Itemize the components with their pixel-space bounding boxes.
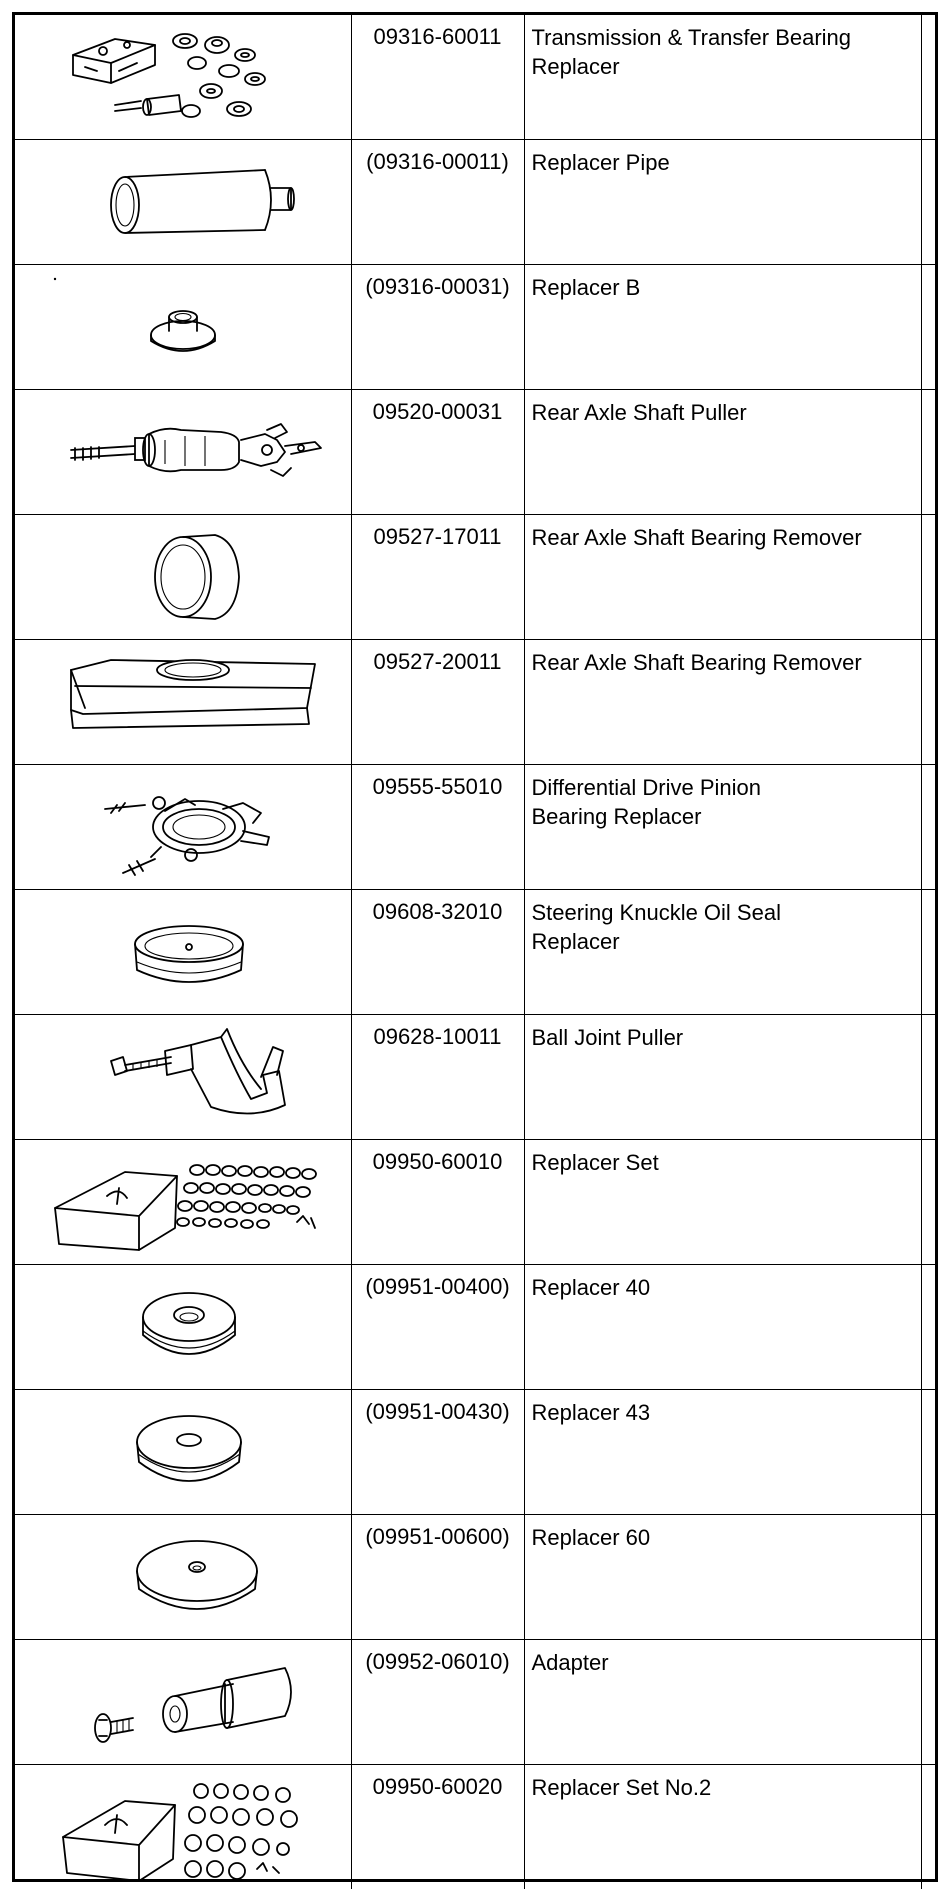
special-tools-table [15,15,935,1889]
part-number: 09316-60011 [373,24,502,49]
tool-name: Replacer Set No.2 [531,1775,712,1801]
part-number: 09527-17011 [373,524,502,550]
tool-illustration-cell [15,1515,351,1640]
bearing-remover-cylinder-icon [15,515,351,639]
tool-illustration-cell [15,1765,351,1890]
tool-illustration-cell [15,640,351,765]
tool-name-cell [524,890,921,1015]
tool-name: Replacer Set [531,1150,659,1176]
ball-joint-puller-icon [15,1015,351,1139]
part-number-cell [351,640,524,765]
part-number: (09316-00031) [365,274,510,300]
tool-illustration-cell [15,1390,351,1515]
tool-illustration-cell [15,1140,351,1265]
extra-column-cell [921,1265,935,1390]
extra-column-cell [921,15,935,140]
tool-name-cell [524,15,921,140]
extra-column-cell [921,1765,935,1890]
tool-name-cell [524,1390,921,1515]
table-row [15,15,935,140]
tool-name-cell [524,1265,921,1390]
table-row [15,1015,935,1140]
part-number-cell [351,1015,524,1140]
part-number: 09950-60020 [372,1774,503,1800]
extra-column-cell [921,1515,935,1640]
extra-column-cell [921,890,935,1015]
tool-name: Replacer 60 [531,1525,651,1551]
part-number-cell [351,765,524,890]
tool-name-cell [524,265,921,390]
table-row [15,765,935,890]
tool-illustration-cell [15,765,351,890]
extra-column-cell [921,640,935,765]
part-number-cell [351,890,524,1015]
replacer-43-disc-icon [15,1390,351,1514]
tool-name: Replacer 40 [531,1275,651,1301]
pinion-bearing-replacer-icon [15,765,351,889]
table-row [15,1390,935,1515]
tool-name-cell [524,390,921,515]
tool-name-cell [524,1765,921,1890]
replacer-40-disc-icon [15,1265,351,1389]
part-number: (09951-00430) [365,1399,510,1425]
tool-name-cell [524,1140,921,1265]
part-number: 09950-60010 [372,1149,503,1175]
part-number-cell [351,265,524,390]
table-row [15,390,935,515]
part-number-cell [351,1140,524,1265]
table-row [15,265,935,390]
part-number: 09520-00031 [372,399,503,425]
special-tools-table-sheet [12,12,938,1882]
part-number: 09555-55010 [372,774,503,800]
part-number: 09527-20011 [373,649,502,675]
table-row [15,1640,935,1765]
part-number: 09628-10011 [373,1024,502,1050]
tool-name-cell [524,515,921,640]
tool-name: Steering Knuckle Oil Seal Replacer [531,900,781,955]
bearing-remover-plate-icon [15,640,351,764]
part-number: (09952-06010) [365,1649,510,1675]
table-row [15,515,935,640]
adapter-icon [15,1640,351,1764]
table-row [15,1140,935,1265]
extra-column-cell [921,1640,935,1765]
tool-illustration-cell [15,1015,351,1140]
tool-name: Replacer 43 [531,1400,651,1426]
tool-name: Replacer B [531,275,641,301]
tool-name-cell [524,140,921,265]
tool-name-cell [524,1015,921,1140]
tool-illustration-cell [15,390,351,515]
tool-name: Rear Axle Shaft Bearing Remover [531,525,862,551]
part-number-cell [351,390,524,515]
table-row [15,1265,935,1390]
extra-column-cell [921,765,935,890]
table-row [15,890,935,1015]
tool-illustration-cell [15,890,351,1015]
replacer-b-icon [15,265,351,389]
tool-name: Adapter [531,1650,609,1676]
table-row [15,1765,935,1890]
part-number-cell [351,1765,524,1890]
tool-name-cell [524,1640,921,1765]
bearing-replacer-set-icon [15,15,351,139]
part-number-cell [351,140,524,265]
tool-illustration-cell [15,1640,351,1765]
tool-name-cell [524,640,921,765]
tool-name: Differential Drive Pinion Bearing Replacer [531,775,761,830]
part-number-cell [351,1390,524,1515]
extra-column-cell [921,265,935,390]
tool-name: Transmission & Transfer Bearing Replacer [531,25,852,79]
part-number-cell [351,1515,524,1640]
table-row [15,640,935,765]
tool-illustration-cell [15,140,351,265]
part-number-cell [351,1265,524,1390]
replacer-pipe-icon [15,140,351,264]
axle-shaft-puller-icon [15,390,351,514]
part-number-cell [351,1640,524,1765]
table-row [15,1515,935,1640]
part-number: (09951-00400) [365,1274,510,1300]
replacer-set-no2-icon [15,1765,351,1889]
tool-name-cell [524,765,921,890]
part-number: (09951-00600) [365,1524,510,1550]
oil-seal-replacer-icon [15,890,351,1014]
extra-column-cell [921,140,935,265]
extra-column-cell [921,1015,935,1140]
extra-column-cell [921,1140,935,1265]
part-number-cell [351,515,524,640]
part-number-cell [351,15,524,140]
table-row [15,140,935,265]
tool-name: Ball Joint Puller [531,1025,684,1051]
tool-name: Rear Axle Shaft Bearing Remover [531,650,862,676]
tool-illustration-cell [15,265,351,390]
tool-name-cell [524,1515,921,1640]
tool-name: Replacer Pipe [531,150,670,176]
extra-column-cell [921,1390,935,1515]
extra-column-cell [921,515,935,640]
tool-illustration-cell [15,515,351,640]
tool-name: Rear Axle Shaft Puller [531,400,747,426]
tool-illustration-cell [15,1265,351,1390]
extra-column-cell [921,390,935,515]
replacer-60-disc-icon [15,1515,351,1639]
tool-illustration-cell [15,15,351,140]
replacer-set-icon [15,1140,351,1264]
part-number: 09608-32010 [372,899,503,925]
part-number: (09316-00011) [366,149,509,175]
